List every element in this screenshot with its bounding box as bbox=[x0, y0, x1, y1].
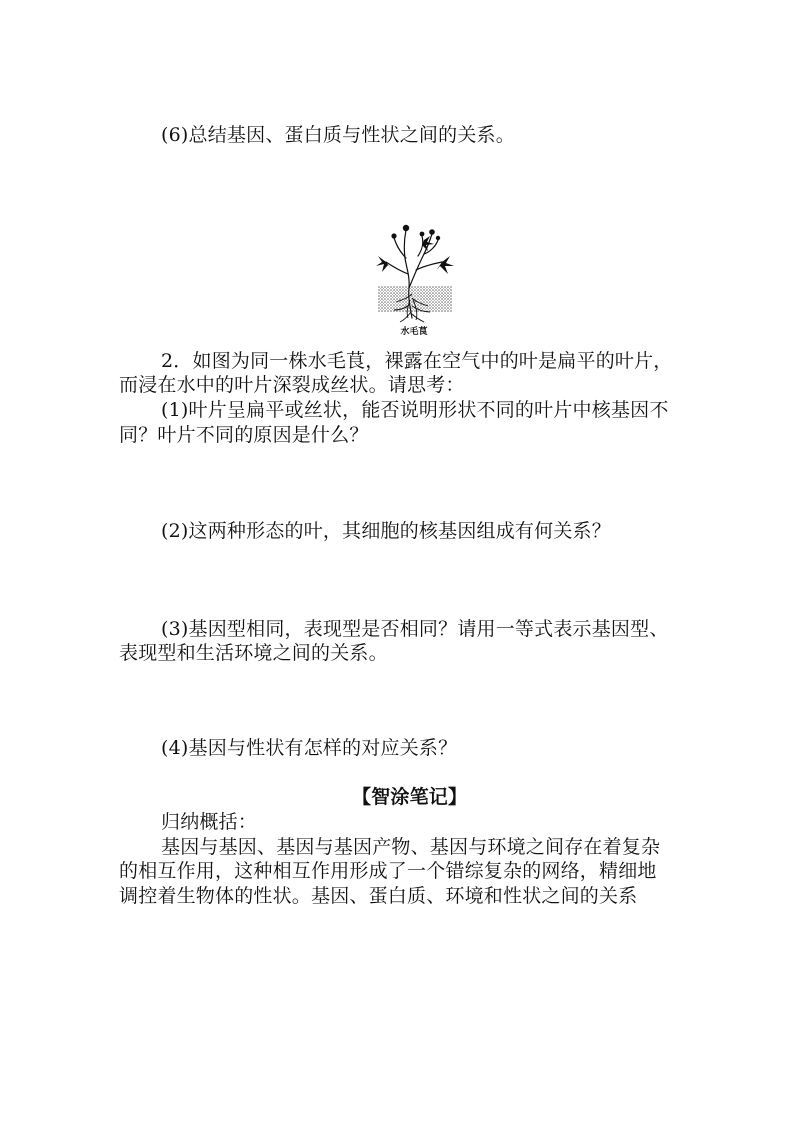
q2-sub2: (2)这两种形态的叶，其细胞的核基因组成有何关系？ bbox=[161, 520, 611, 542]
q2-intro-line1: 2．如图为同一株水毛茛，裸露在空气中的叶是扁平的叶片， bbox=[161, 350, 673, 372]
q2-sub1-line1: (1)叶片呈扁平或丝状，能否说明形状不同的叶片中核基因不 bbox=[161, 399, 669, 421]
notes-heading: 【智涂笔记】 bbox=[352, 786, 468, 808]
notes-line3: 调控着生物体的性状。基因、蛋白质、环境和性状之间的关系 bbox=[119, 885, 638, 907]
water-buttercup-illustration bbox=[372, 214, 456, 326]
q1-item6: (6)总结基因、蛋白质与性状之间的关系。 bbox=[161, 124, 515, 146]
q2-sub1-line2: 同？叶片不同的原因是什么？ bbox=[119, 424, 369, 446]
notes-label: 归纳概括： bbox=[161, 811, 258, 833]
notes-line2: 的相互作用，这种相互作用形成了一个错综复杂的网络，精细地 bbox=[119, 860, 657, 882]
water-buttercup-figure bbox=[372, 214, 456, 336]
q2-sub3-line1: (3)基因型相同，表现型是否相同？请用一等式表示基因型、 bbox=[161, 618, 669, 640]
q2-sub3-line2: 表现型和生活环境之间的关系。 bbox=[119, 642, 388, 664]
figure-caption: 水毛茛 bbox=[400, 327, 428, 337]
q2-intro-line2: 而浸在水中的叶片深裂成丝状。请思考： bbox=[119, 374, 465, 396]
q2-sub4: (4)基因与性状有怎样的对应关系？ bbox=[161, 737, 458, 759]
notes-line1: 基因与基因、基因与基因产物、基因与环境之间存在着复杂 bbox=[161, 836, 661, 858]
